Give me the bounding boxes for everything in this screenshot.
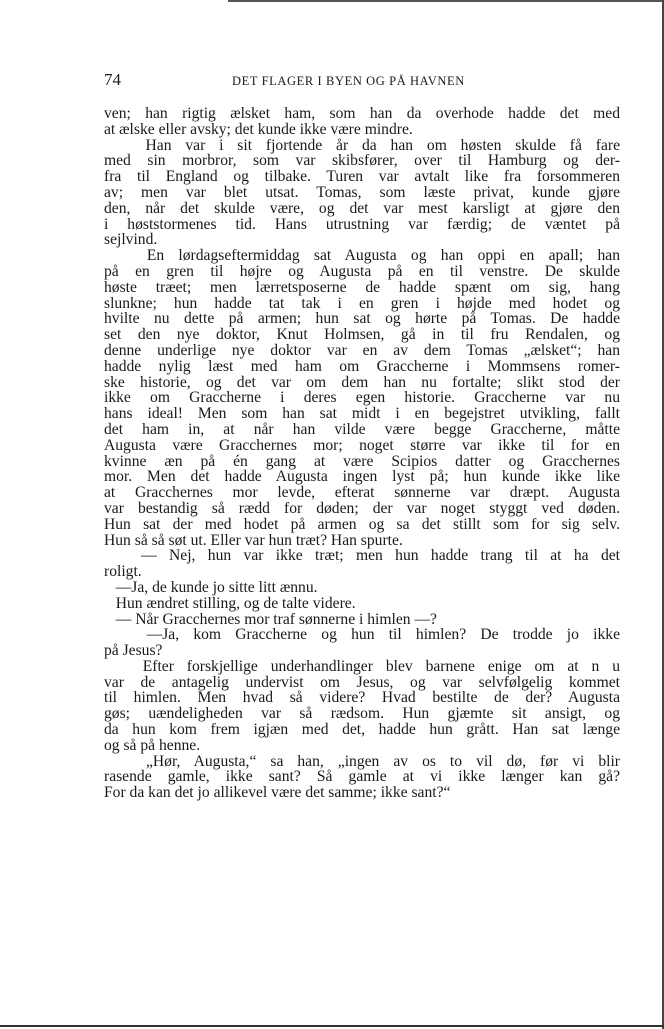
text-line: roligt. xyxy=(104,563,142,581)
text-line: set den nye doktor, Knut Holmsen, gå in til fru Rendalen, og xyxy=(104,326,620,344)
text-line: den, når det skulde være, og det var mest karsligt at gjøre den xyxy=(104,199,620,217)
text-line: — Nej, hun var ikke træt; men hun hadde trang til at ha det xyxy=(104,547,620,565)
text-line: til himlen. Men hvad så videre? Hvad bestilte de der? Augusta xyxy=(104,689,620,707)
text-line: hvilte nu dette på armen; hun sat og hørte på Tomas. De hadde xyxy=(104,310,620,328)
text-line: En lørdagseftermiddag sat Augusta og han oppi en apall; han xyxy=(104,247,620,265)
page-header xyxy=(104,70,620,94)
text-line: —Ja, de kunde jo sitte litt ænnu. xyxy=(104,578,318,596)
text-line: slunkne; hun hadde tat tak i en gren i højde med hodet og xyxy=(104,294,620,312)
text-line: av; men var blet utsat. Tomas, som læste privat, kunde gjøre xyxy=(104,183,620,201)
text-line: og så på henne. xyxy=(104,736,201,754)
text-line: — Når Gracchernes mor traf sønnerne i himlen —? xyxy=(104,610,437,628)
text-line: Han var i sit fjortende år da han om høsten skulde få fare xyxy=(104,136,620,154)
text-line: —Ja, kom Graccherne og hun til himlen? De trodde jo ikke xyxy=(104,626,620,644)
top-border-line xyxy=(228,0,664,2)
text-line: ven; han rigtig ælsket ham, som han da overhode hadde det med xyxy=(104,105,620,122)
text-line: denne underlige nye doktor var en av dem Tomas „ælsket“; han xyxy=(104,341,620,359)
text-line: det ham in, at når han vilde være begge Graccherne, måtte xyxy=(104,420,620,438)
text-line: rasende gamle, ikke sant? Så gamle at vi ikke længer kan gå? xyxy=(104,768,620,786)
text-line: kvinne æn på én gang at være Scipios datter og Gracchernes xyxy=(104,452,620,470)
text-line: at ælske eller avsky; det kunde ikke være mindre. xyxy=(104,120,413,138)
text-line: hans ideal! Men som han sat midt i en begejstret utvikling, fallt xyxy=(104,405,620,423)
text-line: Hun ændret stilling, og de talte videre. xyxy=(104,594,356,612)
text-line: mor. Men det hadde Augusta ingen lyst på; hun kunde ikke like xyxy=(104,468,620,486)
text-line: hadde nylig læst med ham om Graccherne i Mommsens romer- xyxy=(104,357,620,375)
text-line: „Hør, Augusta,“ sa han, „ingen av os to vil dø, før vi blir xyxy=(104,752,620,770)
text-line: at Gracchernes mor levde, efterat sønnerne var dræpt. Augusta xyxy=(104,484,620,502)
text-line: ikke om Graccherne i deres egen historie. Graccherne var nu xyxy=(104,389,620,407)
text-line: da hun kom frem igjæn med det, hadde hun grått. Han sat længe xyxy=(104,721,620,739)
text-line: på Jesus? xyxy=(104,642,163,660)
text-line: Hun så så søt ut. Eller var hun træt? Han spurte. xyxy=(104,531,403,549)
text-line: Augusta være Gracchernes mor; noget større var ikke til for en xyxy=(104,436,620,454)
text-line: gøs; uændeligheden var så rædsom. Hun gjæmte sit ansigt, og xyxy=(104,705,620,723)
bottom-border-line xyxy=(0,1025,664,1027)
text-line: Hun sat der med hodet på armen og sa det stillt som for sig selv. xyxy=(104,515,620,533)
text-line: var de antagelig undervist om Jesus, og var selvfølgelig kommet xyxy=(104,673,620,691)
text-line: fra til England og tilbake. Turen var avtalt like fra forsommeren xyxy=(104,168,620,186)
text-line: med sin morbror, som var skibsfører, over til Hamburg og der- xyxy=(104,152,620,170)
text-line: For da kan det jo allikevel være det samme; ikke sant?“ xyxy=(104,784,451,802)
text-line: høste træet; men lærretsposerne de hadde spænt om sig, hang xyxy=(104,278,620,296)
text-line: ske historie, og det var om dem han nu fortalte; slikt stod der xyxy=(104,373,620,391)
text-line: var bestandig så rædd for døden; der var noget styggt ved døden. xyxy=(104,499,620,517)
body-text xyxy=(104,106,620,801)
text-line: i høststormenes tid. Hans utrustning var færdig; de væntet på xyxy=(104,215,620,233)
text-line: Efter forskjellige underhandlinger blev barnene enige om at n u xyxy=(104,657,620,675)
text-line: på en gren til højre og Augusta på en til venstre. De skulde xyxy=(104,262,620,280)
running-head: DET FLAGER I BYEN OG PÅ HAVNEN xyxy=(232,74,465,88)
text-line: sejlvind. xyxy=(104,231,158,249)
page-number: 74 xyxy=(104,70,121,89)
